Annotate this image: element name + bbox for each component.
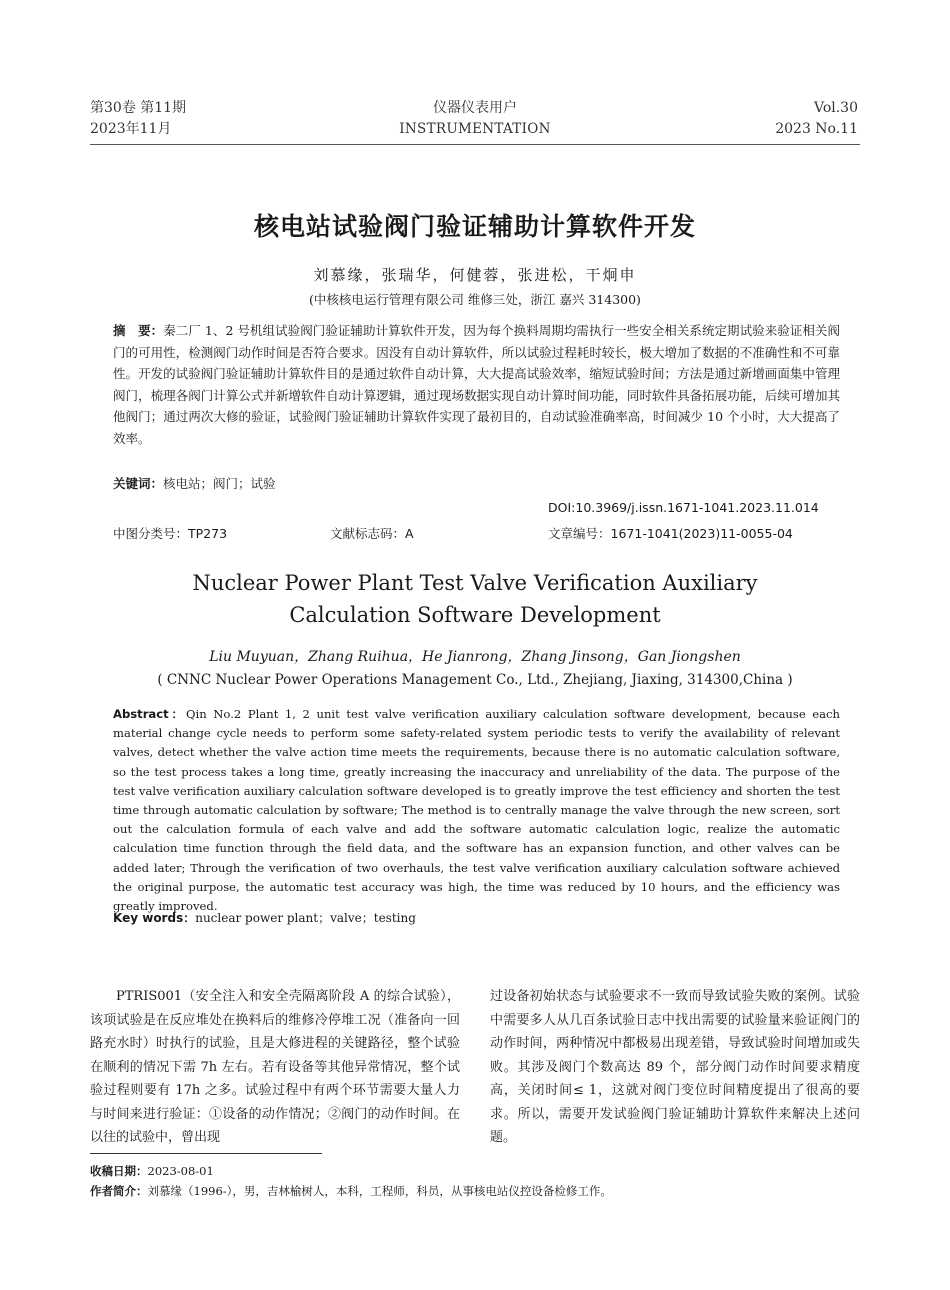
keywords-en [113,909,416,926]
author-bio [90,1183,612,1199]
doi: DOI:10.3969/j.issn.1671-1041.2023.11.014 [548,500,819,515]
paper-title-en-line2: Calculation Software Development [289,603,661,627]
affiliation-cn: (中核核电运行管理有限公司 维修三处，浙江 嘉兴 314300) [309,292,641,307]
received-date [90,1163,214,1179]
keywords-cn-label: 关键词： [113,476,164,491]
volume-issue-cn: 第30卷 第11期 [90,100,187,116]
authors-en: Liu Muyuan，Zhang Ruihua，He Jianrong，Zhang Jinsong，Gan Jiongshen [209,649,741,665]
received-date-label: 收稿日期： [90,1164,148,1178]
header-divider [90,144,860,145]
paper-title-en-line1: Nuclear Power Plant Test Valve Verification Auxiliary [192,571,758,595]
author-bio-label: 作者简介： [90,1184,148,1198]
abstract-en [113,705,840,916]
clc-number [113,524,227,542]
footnote-divider [90,1153,322,1154]
abstract-en-label: Abstract： [113,707,187,721]
document-code-label: 文献标志码： [330,526,406,541]
clc-value: TP273 [188,526,228,541]
abstract-cn-label: 摘 要： [113,323,164,338]
article-number-label: 文章编号： [548,526,611,541]
article-number-value: 1671-1041(2023)11-0055-04 [610,526,793,541]
issue-en: 2023 No.11 [775,121,858,137]
body-column-left: PTRIS001（安全注入和安全壳隔离阶段 A 的综合试验），该项试验是在反应堆处在换料后的维修冷停堆工况（准备向一回路充水时）时执行的试验，且是大修进程的关键路径，整个试验在顺利的情况下需 7h 左右。若有设备等其他异常情况，整个试验过程则要有 17h 之多。试验过程中有两个环节需要大量人力与时间来进行验证：①设备的动作情况；②阀门的动作时间。在以往的试验中，曾出现 [90,989,460,1145]
header-right [775,98,858,140]
paper-title-en [0,567,950,631]
abstract-en-text: Qin No.2 Plant 1, 2 unit test valve verification auxiliary calculation software development, because each material change cycle needs to perform some safety-related system periodic tests to verify the availability of relevant valves, detect whether the valve action time meets the requirements, because there is no automatic calculation software, so the test process takes a long time, greatly increasing the inaccuracy and unreliability of the data. The purpose of the test valve verification auxiliary calculation software developed is to greatly improve the test efficiency and shorten the test time through automatic calculation by software; The method is to centrally manage the valve through the new screen, sort out the calculation formula of each valve and add the software automatic calculation logic, realize the automatic calculation time function through the field data, and the software has an expansion function, and other valves can be added later; Through the verification of two overhauls, the test valve verification auxiliary calculation software achieved the original purpose, the automatic test accuracy was high, the time was reduced by 10 hours, and the efficiency was greatly improved. [113,707,840,914]
document-code-value: A [405,526,414,541]
paper-title-cn: 核电站试验阀门验证辅助计算软件开发 [253,212,696,241]
article-number [548,524,793,542]
journal-name-cn: 仪器仪表用户 [433,100,517,116]
date-cn: 2023年11月 [90,121,172,137]
received-date-value: 2023-08-01 [147,1164,214,1178]
authors-cn: 刘慕缘，张瑞华，何健蓉，张进松，干炯申 [313,266,637,284]
keywords-cn [113,474,276,492]
body-column-right: 过设备初始状态与试验要求不一致而导致试验失败的案例。试验中需要多人从几百条试验日志中找出需要的试验量来验证阀门的动作时间，两种情况中都极易出现差错，导致试验时间增加或失败。其涉及阀门个数高达 89 个，部分阀门动作时间要求精度高，关闭时间≤ 1，这就对阀门变位时间精度提出了很高的要求。所以，需要开发试验阀门验证辅助计算软件来解决上述问题。 [490,989,860,1145]
keywords-en-label: Key words： [113,911,196,925]
volume-en: Vol.30 [814,100,858,116]
abstract-cn-text: 秦二厂 1、2 号机组试验阀门验证辅助计算软件开发，因为每个换料周期均需执行一些安全相关系统定期试验来验证相关阀门的可用性，检测阀门动作时间是否符合要求。因没有自动计算软件，所以试验过程耗时较长，极大增加了数据的不准确性和不可靠性。开发的试验阀门验证辅助计算软件目的是通过软件自动计算，大大提高试验效率，缩短试验时间；方法是通过新增画面集中管理阀门，梳理各阀门计算公式并新增软件自动计算逻辑，通过现场数据实现自动计算时间功能，同时软件具备拓展功能，后续可增加其他阀门；通过两次大修的验证，试验阀门验证辅助计算软件实现了最初目的，自动试验准确率高，时间减少 10 个小时，大大提高了效率。 [113,323,840,446]
abstract-cn [113,320,840,449]
document-code [330,524,414,542]
affiliation-en: ( CNNC Nuclear Power Operations Management Co., Ltd., Zhejiang, Jiaxing, 314300,China ) [157,672,793,688]
author-bio-value: 刘慕缘（1996-），男，吉林榆树人，本科，工程师，科员，从事核电站仪控设备检修工作。 [147,1184,612,1198]
journal-name-en: INSTRUMENTATION [399,121,551,137]
clc-label: 中图分类号： [113,526,189,541]
keywords-cn-text: 核电站；阀门；试验 [163,476,276,491]
keywords-en-text: nuclear power plant；valve；testing [195,911,416,925]
